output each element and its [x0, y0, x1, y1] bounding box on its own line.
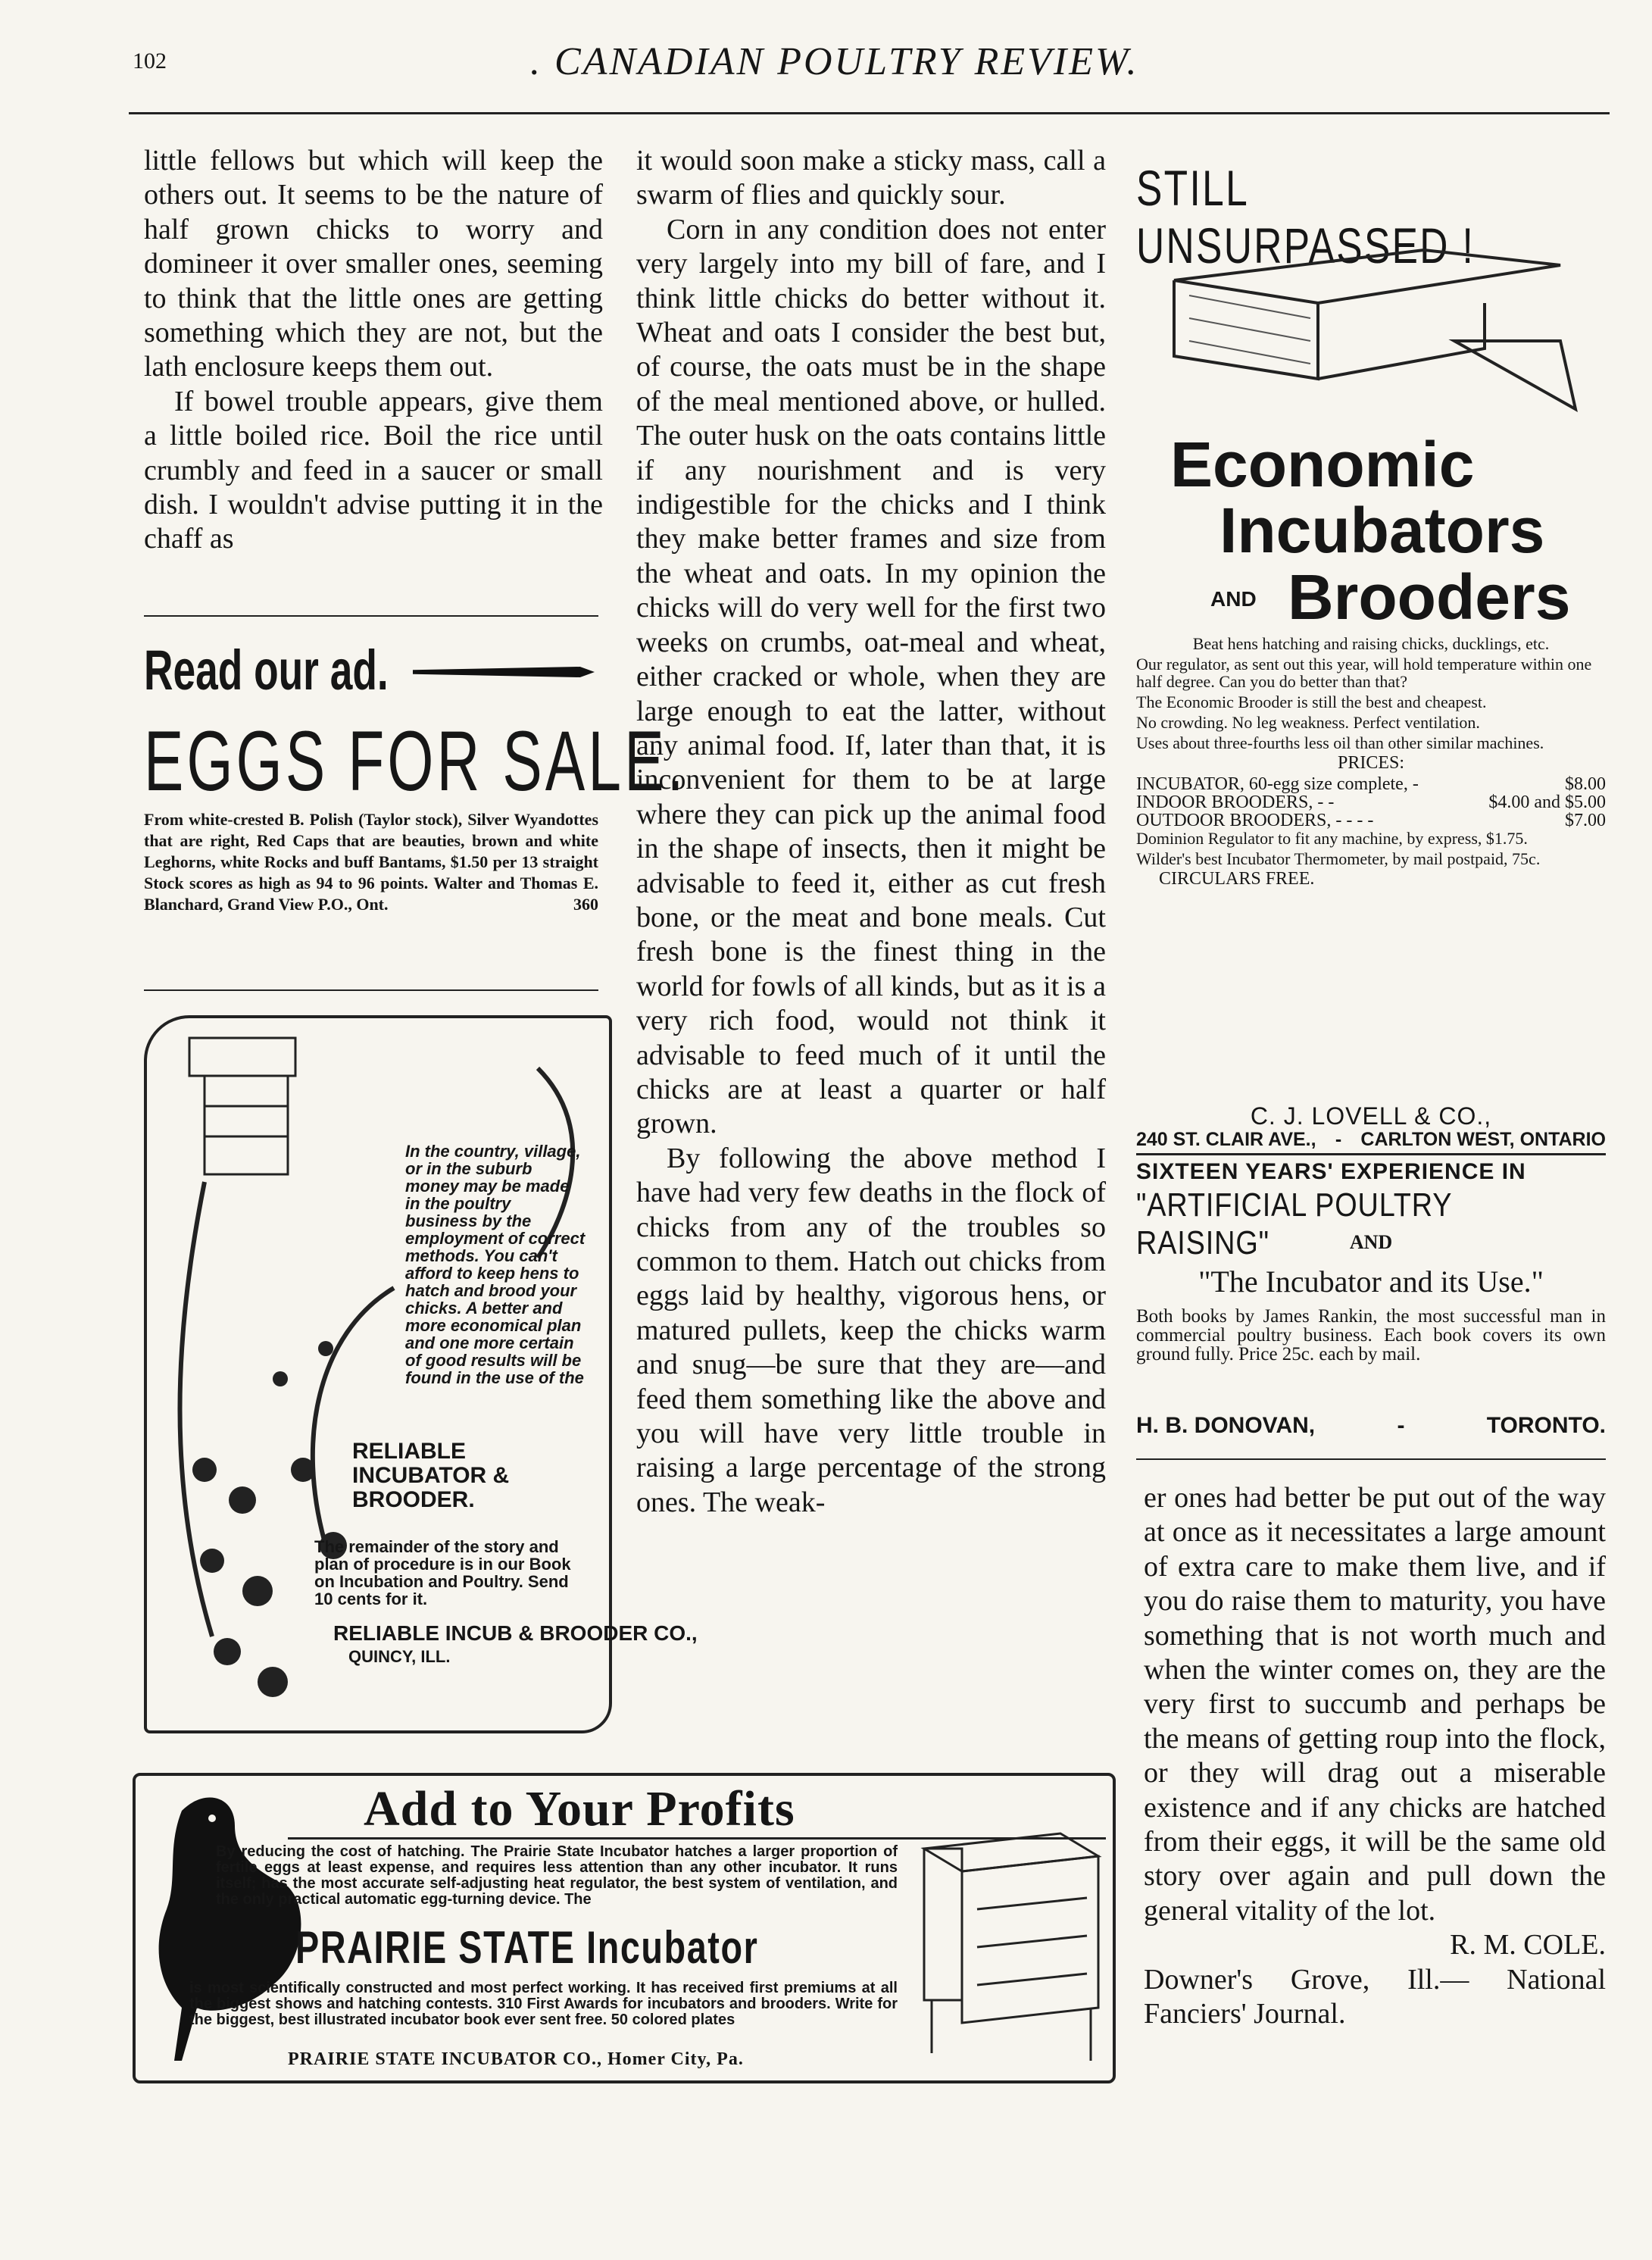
reliable-city: QUINCY, ILL.	[348, 1647, 451, 1666]
separator-dash: -	[1397, 1413, 1405, 1438]
header-rule	[129, 112, 1610, 114]
price-value: $4.00 and $5.00	[1488, 792, 1606, 812]
paragraph: By following the above method I have had very few deaths in the flock of chicks from any of the troubles so common to them. Hatch out chicks from eggs laid by healthy, vigorous hens, or matured pullets, keep the chicks warm and snug—be sure that they are—and feed them something like the above and you will have very little trouble in raising a large percentage of the strong ones. The weak-	[636, 1142, 1106, 1518]
price-item: INCUBATOR, 60-egg size complete, -	[1136, 774, 1419, 794]
price-item: OUTDOOR BROODERS, - - - -	[1136, 811, 1374, 830]
add-to-your-profits-heading: Add to Your Profits	[364, 1781, 795, 1836]
paragraph: er ones had better be put out of the way at once as it necessitates a large amount of extra care to make them live, and if you do raise them to maturity, you have something that is not worth much and when the winter comes on, they are the very first to succumb and perhaps be the means of getting roup into the flock, or they will drag out a miserable existence and if any chicks are hatched from their eggs, it will be the same old story over again and pull down the general vitality of the lot.	[1144, 1482, 1606, 1927]
ad-divider	[1136, 1458, 1606, 1460]
economic-ad-body	[1136, 635, 1606, 891]
ad-headline-rule	[288, 1837, 1106, 1840]
reliable-ad-intro: In the country, village, or in the suburb money may be made in the poultry business by the employment of correct methods. You can't afford to keep hens to hatch and brood your chicks. A better and more economical plan and one more certain of good results will be found in the use of the	[405, 1142, 586, 1387]
price-value: $8.00	[1565, 774, 1606, 794]
ad-line: Beat hens hatching and raising chicks, ducklings, etc.	[1192, 634, 1550, 653]
circulars-line: CIRCULARS FREE.	[1159, 869, 1315, 889]
ad-number: 360	[573, 895, 598, 914]
price-row	[1136, 793, 1606, 811]
reliable-company	[333, 1621, 698, 1668]
reliable-product-name: RELIABLE INCUBATOR & BROODER.	[352, 1439, 510, 1512]
arrow-icon	[413, 667, 595, 677]
book-title: "The Incubator and its Use."	[1198, 1264, 1544, 1299]
prairie-company: PRAIRIE STATE INCUBATOR CO., Homer City, Pa.	[288, 2049, 744, 2069]
eggs-for-sale-heading: EGGS FOR SALE.	[144, 714, 687, 808]
prices-label: PRICES:	[1337, 753, 1405, 773]
paragraph: little fellows but which will keep the others out. It seems to be the nature of half grown chicks to worry and domineer it over smaller ones, seeming to think that the little ones are getting something which they are not, but the lath enclosure keeps them out.	[144, 145, 603, 383]
eggs-ad-body	[144, 809, 598, 915]
brooder-illustration	[1166, 235, 1591, 424]
column-divider	[144, 989, 598, 991]
prairie-ad-body-2: is most scientifically constructed and most perfect working. It has received first premiums at all the biggest shows and hatching contests. 310 First Awards for incubators and brooders. Write for the biggest, best illustrated incubator book ever sent free. 50 colored plates	[189, 1980, 898, 2028]
price-item: INDOOR BROODERS, - -	[1136, 792, 1335, 812]
sixteen-ad-body: Both books by James Rankin, the most successful man in commercial poultry business. Each book covers its own ground fully. Price 25c. each by mail.	[1136, 1306, 1606, 1364]
incubators-heading: Incubators	[1219, 495, 1545, 566]
lovell-city: CARLTON WEST, ONTARIO	[1360, 1129, 1606, 1150]
incubator-drawing	[189, 1038, 295, 1174]
brooders-heading: Brooders	[1288, 561, 1571, 633]
price-value: $7.00	[1565, 811, 1606, 830]
paragraph: it would soon make a sticky mass, call a swarm of flies and quickly sour.	[636, 145, 1106, 211]
article-column-2	[636, 144, 1106, 1520]
lovell-company: C. J. LOVELL & CO.,	[1250, 1102, 1492, 1130]
separator-dash: -	[1335, 1129, 1342, 1150]
read-our-ad-heading: Read our ad.	[144, 639, 389, 702]
donovan-city: TORONTO.	[1486, 1413, 1606, 1438]
ad-line: Dominion Regulator to fit any machine, by express, $1.75.	[1136, 829, 1528, 848]
paragraph: Corn in any condition does not enter very largely into my bill of fare, and I think little chicks do better without it. Wheat and oats I consider the best but, of course, the oats must be in the shape of the meal mentioned above, or hulled. The outer husk on the oats contains little if any nourishment and is very indigestible for the chicks and I think they make better frames and size from the wheat and oats. In my opinion the chicks will do very well for the first two weeks on crumbs, oat-meal and wheat, either cracked or whole, when they are large enough to eat the latter, without any animal food. If, later than that, it is inconvenient for them to be at large where they can pick up the animal food in the shape of insects, then it might be advisable to feed it, either as cut fresh bone, or the meat and bone meals. Cut fresh bone is the finest thing in the world for fowls of all kinds, but as it is a very rich food, would not think it advisable to feed much of it until the chicks are at least a quarter or half grown.	[636, 213, 1106, 1140]
ad-divider	[1136, 1153, 1606, 1155]
and-label: AND	[1349, 1231, 1393, 1253]
price-row	[1136, 811, 1606, 830]
source-line: Downer's Grove, Ill.— National Fanciers' Journal.	[1144, 1963, 1606, 2030]
ad-line: No crowding. No leg weakness. Perfect ventilation.	[1136, 713, 1480, 732]
still-unsurpassed-heading: STILL UNSURPASSED !	[1136, 160, 1476, 274]
and-label: AND	[1210, 587, 1257, 611]
chick-silhouettes	[192, 1341, 347, 1697]
lovell-address-row	[1136, 1129, 1606, 1151]
hen-silhouette-icon	[136, 1780, 318, 2076]
column-divider	[144, 615, 598, 617]
ad-line: The Economic Brooder is still the best and cheapest.	[1136, 692, 1487, 711]
prairie-state-product-name: PRAIRIE STATE Incubator	[295, 1922, 759, 1973]
prairie-ad-body-1: By reducing the cost of hatching. The Prairie State Incubator hatches a larger proportion of fertile eggs at least expense, and requires less attention than any other incubator. It runs itself; has the most accurate self-adjusting heat regulator, the best system of ventilation, and the only practical automatic egg-turning device. The	[216, 1843, 898, 1908]
journal-title: . CANADIAN POULTRY REVIEW.	[530, 40, 1139, 83]
ad-line: Our regulator, as sent out this year, will hold temperature within one half degree. Can you do better than that?	[1136, 655, 1592, 691]
donovan-row	[1136, 1413, 1606, 1439]
ad-line: Uses about three-fourths less oil than other similar machines.	[1136, 733, 1544, 752]
price-row	[1136, 775, 1606, 793]
prairie-incubator-illustration	[909, 1818, 1106, 2068]
economic-heading: Economic	[1170, 429, 1475, 500]
paragraph: If bowel trouble appears, give them a little boiled rice. Boil the rice until crumbly and feed in a saucer or small dish. I wouldn't advise putting it in the chaff as	[144, 385, 603, 555]
lovell-address: 240 ST. CLAIR AVE.,	[1136, 1129, 1316, 1150]
article-column-1	[144, 144, 603, 557]
ad-line: Wilder's best Incubator Thermometer, by mail postpaid, 75c.	[1136, 849, 1541, 868]
reliable-company-name: RELIABLE INCUB & BROODER CO.,	[333, 1621, 698, 1645]
author-signature: R. M. COLE.	[1450, 1929, 1606, 1961]
donovan-name: H. B. DONOVAN,	[1136, 1413, 1316, 1438]
article-column-3	[1144, 1481, 1606, 2032]
artificial-poultry-heading: "ARTIFICIAL POULTRY RAISING"	[1136, 1186, 1452, 1261]
reliable-ad-middle: The remainder of the story and plan of procedure is in our Book on Incubation and Poultry. Send 10 cents for it.	[314, 1537, 571, 1608]
sixteen-years-heading: SIXTEEN YEARS' EXPERIENCE IN	[1136, 1159, 1526, 1184]
page-number: 102	[133, 48, 167, 73]
eggs-ad-text: From white-crested B. Polish (Taylor stock), Silver Wyandottes that are right, Red Caps that are beauties, brown and white Leghorns, white Rocks and buff Bantams, $1.50 per 13 straight Stock scores as high as 94 to 96 points. Walter and Thomas E. Blanchard, Grand View P.O., Ont.	[144, 810, 598, 914]
